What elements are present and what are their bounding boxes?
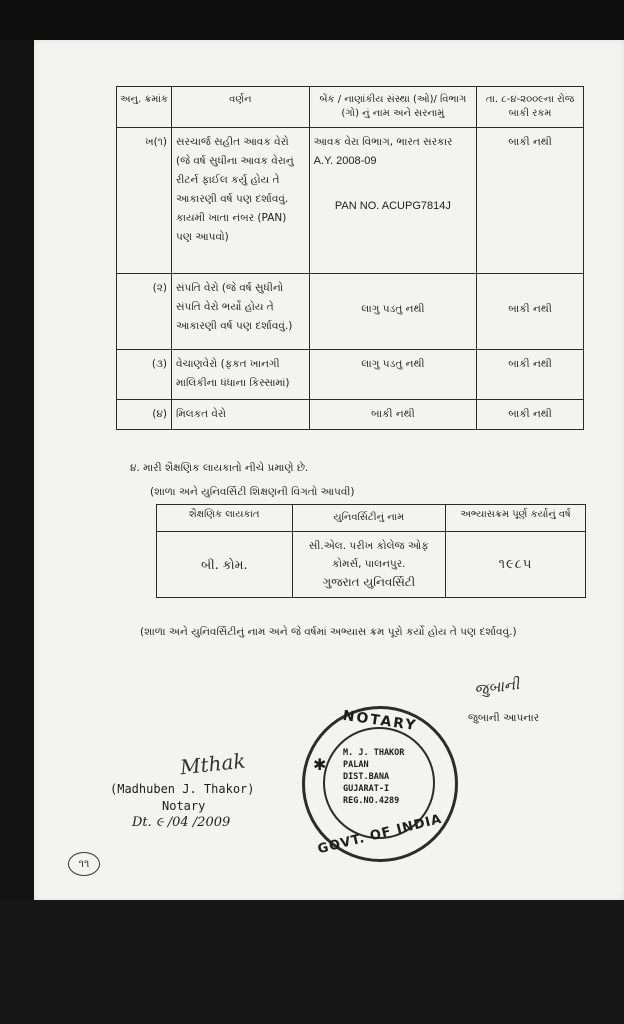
notary-title: Notary [162,799,206,813]
table-row [117,128,584,274]
section-heading: ૪. મારી શૈક્ષણિક લાયકાતો નીચે પ્રમાણે છે. [130,462,309,474]
stamp-top-text: NOTARY [341,707,419,735]
top-dark-band [0,0,624,40]
header-bank: બેંક / નાણાંકીય સંસ્થા (ઓ)/ વિભાગ (ગો) નું નામ અને સરનામું [309,87,476,128]
row-bank: લાગુ પડતુ નથી [309,274,476,350]
table-row [117,274,584,350]
table-row [117,400,584,430]
assessment-year: A.Y. 2008-09 [313,155,377,167]
table-header-row [117,87,584,128]
row-balance: બાકી નથી [477,128,584,274]
row-serial: ખ(૧) [117,128,172,274]
stamp-line: GUJARAT-I [343,784,390,794]
university-cell [292,532,446,598]
star-icon: ✱ [313,755,327,774]
bottom-dark-band [0,900,624,1024]
stamp-bottom-text: GOVT. OF INDIA [316,811,444,858]
page-number: ૧૧ [68,852,100,876]
row-bank: લાગુ પડતુ નથી [309,350,476,400]
education-table [156,504,586,598]
row-description: સંપતિ વેરો (જે વર્ષ સુધીનો સંપતિ વેરો ભર્યો હોય તે આકારણી વર્ષ પણ દર્શાવવું.) [172,274,310,350]
row-serial: (૩) [117,350,172,400]
header-year: અભ્યાસક્રમ પૂર્ણ કર્યાનું વર્ષ [446,505,586,532]
table-row [117,350,584,400]
bank-name: આવક વેરા વિભાગ, ભારત સરકાર [313,136,453,148]
stamp-details [343,747,435,807]
header-description: વર્ણન [172,87,310,128]
header-qualification: શૈક્ષણિક લાયકાત [157,505,293,532]
row-balance: બાકી નથી [477,274,584,350]
year-cell: ૧૯૮૫ [446,532,586,598]
header-balance: તા. ૮-૪-૨૦૦૯ના રોજ બાકી રકમ [477,87,584,128]
stamp-line: REG.NO.4289 [343,796,400,806]
deponent-label: જુબાની આપનાર [468,712,540,724]
header-university: યુનિવર્સિટીનું નામ [292,505,446,532]
header-serial: અનુ. ક્રમાંક [117,87,172,128]
qualification-cell: બી. કોમ. [157,532,293,598]
stamp-line: PALAN [343,760,369,770]
pan-number: PAN NO. ACUPG7814J [334,200,451,212]
row-bank: બાકી નથી [309,400,476,430]
section-subheading: (શાળા અને યુનિવર્સિટી શિક્ષણની વિગતો આપવી) [150,486,355,498]
deponent-signature: જુબાની [472,674,521,700]
row-bank [309,128,476,274]
row-serial: (૪) [117,400,172,430]
university-name: ગુજરાત યુનિવર્સિટી [322,575,416,589]
notary-date: Dt. ૯ /04 /2009 [132,815,231,830]
notary-signature: Mthak [178,748,247,780]
row-serial: (૨) [117,274,172,350]
tax-details-table [116,86,584,430]
row-balance: બાકી નથી [477,350,584,400]
row-description: સરચાર્જ સહીત આવક વેરો (જે વર્ષ સુધીના આવક વેરાનું રીટર્ન ફાઈલ કર્યુ હોય તે આકારણી વર્ષ પણ દર્શાવવું. કાયમી ખાતા નંબર (PAN) પણ આપવો) [172,128,310,274]
notary-stamp [302,706,458,862]
left-dark-band [0,40,34,900]
row-description: મિલકત વેરો [172,400,310,430]
stamp-line: M. J. THAKOR [343,748,405,758]
education-note: (શાળા અને યુનિવર્સિટીનું નામ અને જે વર્ષમાં અભ્યાસ ક્રમ પૂરો કર્યો હોય તે પણ દર્શાવવું.) [140,626,517,638]
college-name: સી.એલ. પરીખ કોલેજ ઓફ કોમર્સ, પાલનપુર. [308,540,429,570]
table-header-row [157,505,586,532]
stamp-line: DIST.BANA [343,772,390,782]
table-row [157,532,586,598]
notary-name: (Madhuben J. Thakor) [110,782,255,796]
row-description: વેચાણવેરો (ફકત ખાનગી માલિકીના ધંધાના કિસ્સામાં) [172,350,310,400]
row-balance: બાકી નથી [477,400,584,430]
